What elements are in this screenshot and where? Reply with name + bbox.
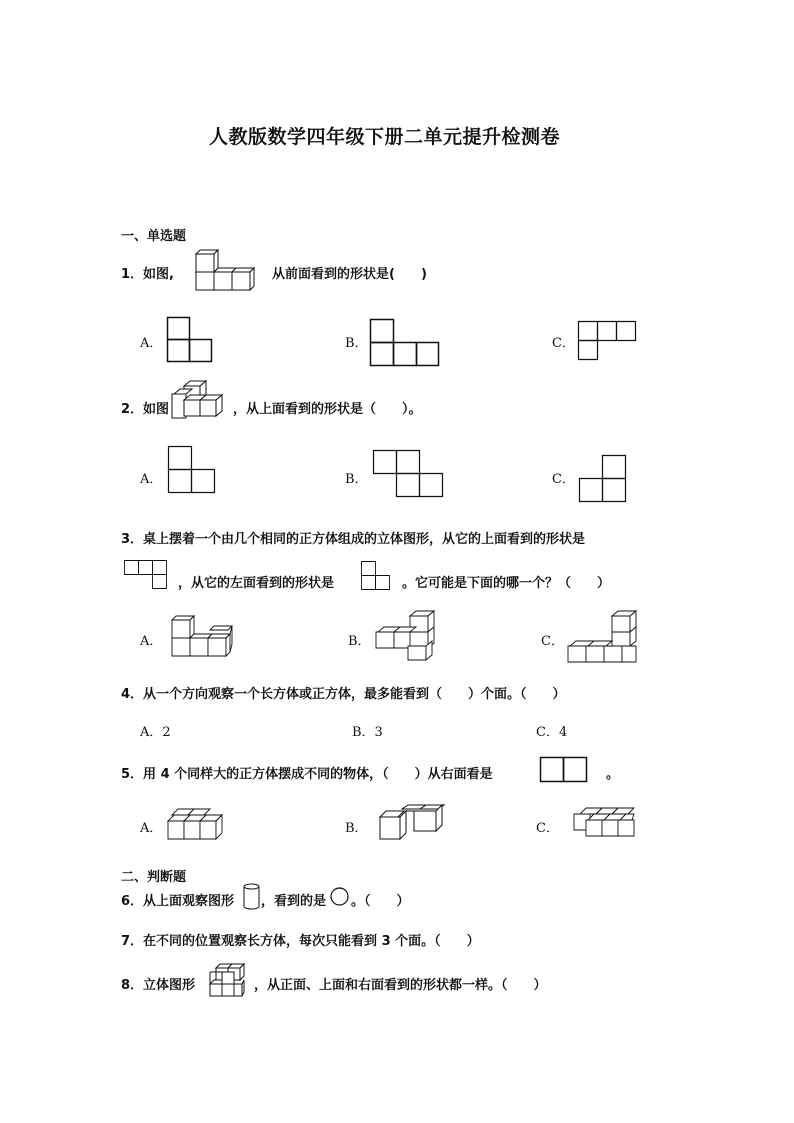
q3-top-view-shape — [124, 560, 170, 592]
question-7-text: 7．在不同的位置观察长方体，每次只能看到 3 个面。（ ） — [121, 934, 480, 949]
q1-option-b-label[interactable]: B． — [345, 336, 368, 351]
q5-option-a-label[interactable]: A． — [140, 821, 163, 836]
question-3-end: 。它可能是下面的哪一个？（ ） — [402, 576, 611, 591]
q8-solid-figure — [208, 962, 246, 1000]
question-3-mid: ，从它的左面看到的形状是 — [178, 576, 335, 591]
question-2-prefix: 2．如图 — [121, 402, 170, 417]
q5-option-b-shape — [376, 805, 450, 843]
q2-solid-figure — [170, 380, 230, 428]
question-6-mid: ，看到的是 — [261, 894, 327, 909]
q2-option-a-label[interactable]: A． — [140, 472, 163, 487]
q3-option-b-label[interactable]: B． — [348, 634, 371, 649]
q2-option-c-label[interactable]: C． — [552, 472, 575, 487]
q1-option-b-shape — [370, 319, 440, 367]
q5-option-a-shape — [166, 807, 224, 843]
q1-option-c-label[interactable]: C． — [552, 336, 575, 351]
question-4-text: 4．从一个方向观察一个长方体或正方体，最多能看到（ ）个面。（ ） — [121, 687, 566, 702]
q5-option-b-label[interactable]: B． — [345, 821, 368, 836]
q3-option-b-shape — [374, 610, 442, 664]
q2-option-c-shape — [579, 455, 629, 503]
q3-option-c-label[interactable]: C． — [541, 634, 564, 649]
q2-option-a-shape — [168, 446, 218, 494]
question-3-line1: 3．桌上摆着一个由几个相同的正方体组成的立体图形，从它的上面看到的形状是 — [121, 532, 586, 547]
question-2-text: ，从上面看到的形状是（ ）。 — [233, 402, 422, 417]
question-5-suffix: 。 — [606, 767, 620, 782]
q1-option-a-label[interactable]: A． — [140, 336, 163, 351]
q4-option-b[interactable]: B．3 — [352, 725, 383, 740]
section-heading-single-choice: 一、单选题 — [121, 229, 187, 244]
q4-option-a[interactable]: A．2 — [140, 725, 171, 740]
question-8-prefix: 8．立体图形 — [121, 978, 196, 993]
q6-circle-icon — [330, 887, 350, 907]
question-5-text: 5．用 4 个同样大的正方体摆成不同的物体，（ ）从右面看是 — [121, 767, 493, 782]
q6-cylinder-icon — [243, 883, 261, 911]
q1-solid-figure — [192, 248, 264, 296]
q2-option-b-label[interactable]: B． — [345, 472, 368, 487]
question-6-prefix: 6．从上面观察图形 — [121, 894, 235, 909]
q1-option-a-shape — [167, 317, 213, 363]
q5-right-view-shape — [540, 757, 590, 785]
question-8-text: ，从正面、上面和右面看到的形状都一样。（ ） — [254, 978, 547, 993]
q3-left-view-shape — [361, 561, 393, 593]
q5-option-c-label[interactable]: C． — [536, 821, 559, 836]
section-heading-true-false: 二、判断题 — [121, 870, 187, 885]
question-1-text: 从前面看到的形状是( ) — [272, 267, 427, 282]
page-title: 人教版数学四年级下册二单元提升检测卷 — [209, 126, 561, 148]
q3-option-c-shape — [566, 610, 640, 664]
q1-option-c-shape — [578, 321, 638, 361]
q2-option-b-shape — [373, 450, 445, 498]
q5-option-c-shape — [572, 806, 638, 842]
q3-option-a-shape — [170, 612, 242, 662]
question-6-suffix: 。（ ） — [351, 894, 410, 909]
question-1-prefix: 1．如图, — [121, 267, 174, 282]
q4-option-c[interactable]: C．4 — [536, 725, 568, 740]
q3-option-a-label[interactable]: A． — [140, 634, 163, 649]
